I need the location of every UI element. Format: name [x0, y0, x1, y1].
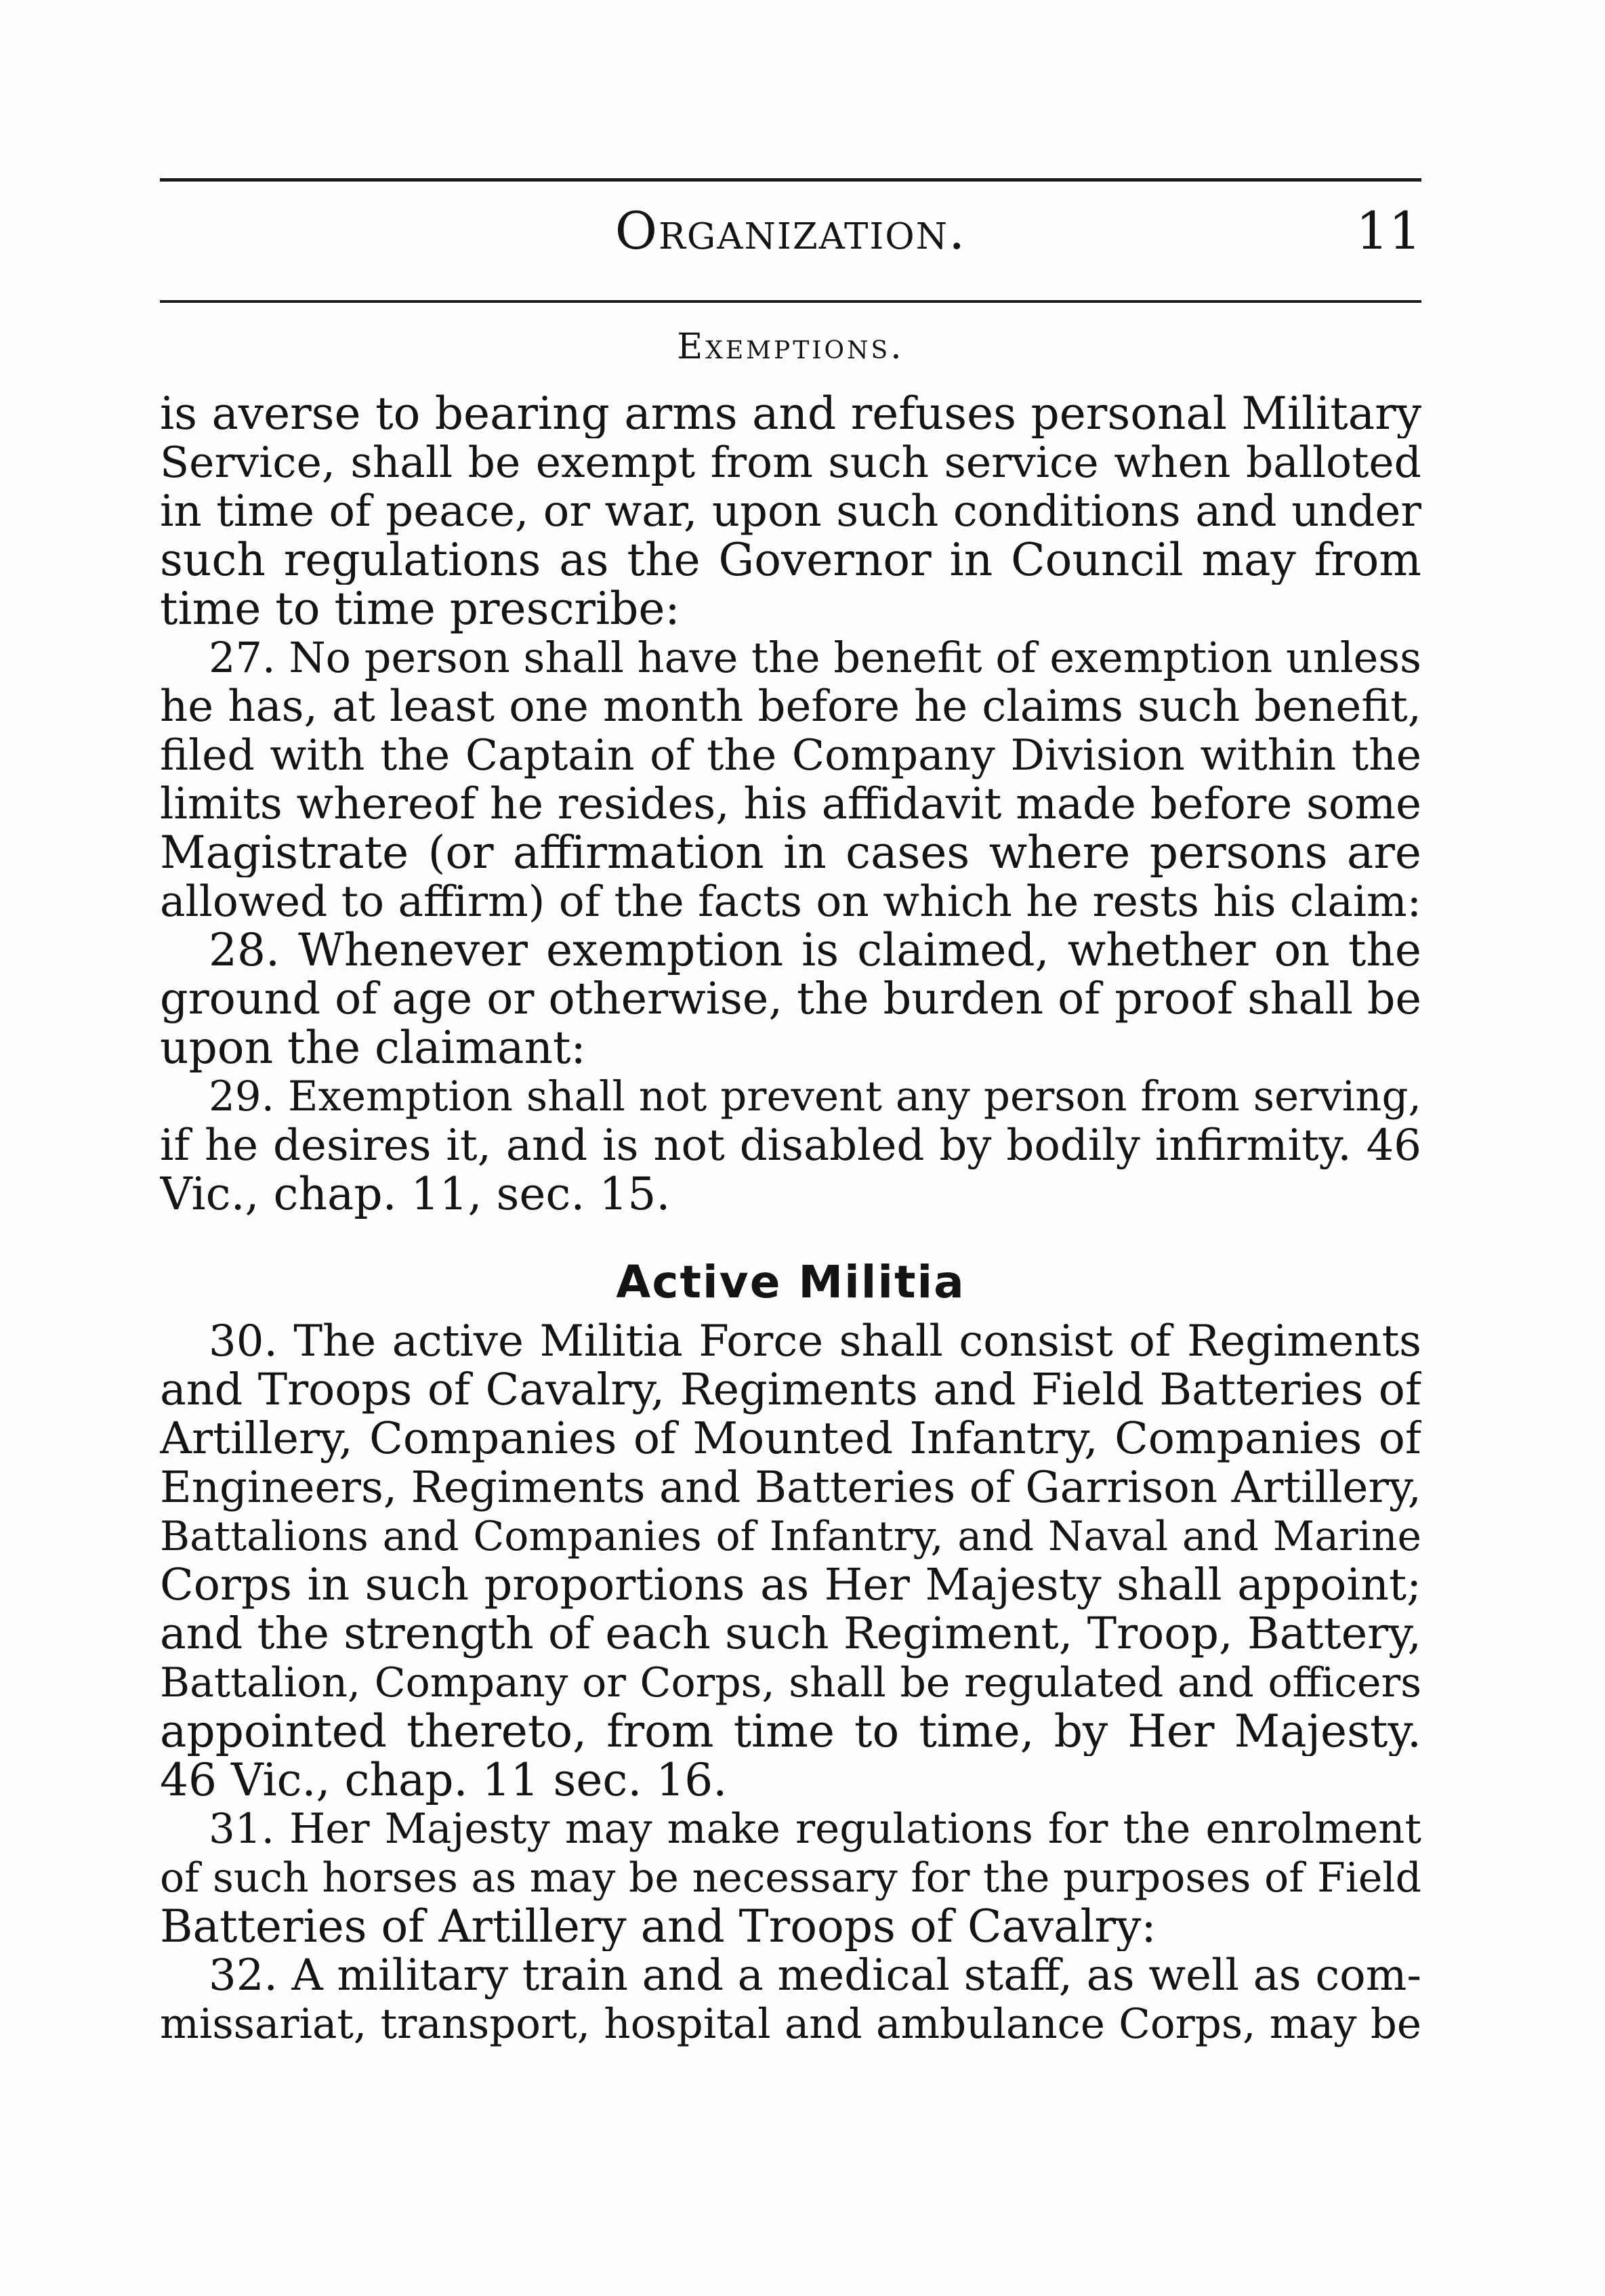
- page-number: 11: [1356, 201, 1421, 261]
- text-line: 32. A military train and a medical staff, as well as com-: [209, 1951, 1421, 2000]
- text-line: allowed to affirm) of the facts on which he rests his claim:: [160, 877, 1421, 926]
- text-line: Vic., chap. 11, sec. 15.: [160, 1170, 671, 1219]
- running-title: Organization.: [614, 201, 967, 261]
- text-line: ground of age or otherwise, the burden of proof shall be: [160, 975, 1421, 1024]
- text-line: Batteries of Artillery and Troops of Cavalry:: [160, 1902, 1156, 1951]
- top-rule: [160, 178, 1421, 182]
- header-rule: [160, 300, 1421, 303]
- subheading-active-militia: Active Militia: [616, 1256, 965, 1308]
- text-line: Battalion, Company or Corps, shall be regulated and officers: [160, 1659, 1421, 1707]
- text-line: Service, shall be exempt from such service when balloted: [160, 438, 1421, 487]
- text-line: is averse to bearing arms and refuses personal Military: [160, 390, 1421, 438]
- text-line: he has, at least one month before he claims such benefit,: [160, 682, 1421, 731]
- text-line: 46 Vic., chap. 11 sec. 16.: [160, 1756, 728, 1805]
- text-line: Artillery, Companies of Mounted Infantry, Companies of: [160, 1415, 1421, 1463]
- text-line: Corps in such proportions as Her Majesty shall appoint;: [160, 1561, 1421, 1610]
- text-line: and the strength of each such Regiment, Troop, Battery,: [160, 1610, 1421, 1658]
- text-line: limits whereof he resides, his affidavit made before some: [160, 780, 1421, 829]
- text-line: 30. The active Militia Force shall consist of Regiments: [209, 1317, 1421, 1366]
- text-line: and Troops of Cavalry, Regiments and Field Batteries of: [160, 1366, 1421, 1415]
- text-line: filed with the Captain of the Company Division within the: [160, 731, 1421, 780]
- section-heading: Exemptions.: [677, 327, 904, 367]
- text-line: Magistrate (or affirmation in cases where persons are: [160, 829, 1421, 877]
- text-line: missariat, transport, hospital and ambulance Corps, may be: [160, 2000, 1421, 2048]
- text-line: time to time prescribe:: [160, 585, 680, 633]
- text-line: upon the claimant:: [160, 1024, 586, 1072]
- text-line: Battalions and Companies of Infantry, and Naval and Marine: [160, 1513, 1421, 1560]
- text-line: of such horses as may be necessary for the purposes of Field: [160, 1854, 1421, 1902]
- text-line: such regulations as the Governor in Council may from: [160, 536, 1421, 585]
- text-line: if he desires it, and is not disabled by bodily infirmity. 46: [160, 1121, 1421, 1170]
- text-line: 31. Her Majesty may make regulations for the enrolment: [209, 1805, 1421, 1853]
- text-line: 28. Whenever exemption is claimed, whether on the: [209, 926, 1421, 975]
- text-line: 29. Exemption shall not prevent any person from serving,: [209, 1072, 1421, 1121]
- text-line: Engineers, Regiments and Batteries of Garrison Artillery,: [160, 1463, 1421, 1512]
- text-line: in time of peace, or war, upon such conditions and under: [160, 487, 1421, 536]
- text-line: appointed thereto, from time to time, by Her Majesty.: [160, 1707, 1421, 1756]
- text-line: 27. No person shall have the benefit of exemption unless: [209, 633, 1421, 682]
